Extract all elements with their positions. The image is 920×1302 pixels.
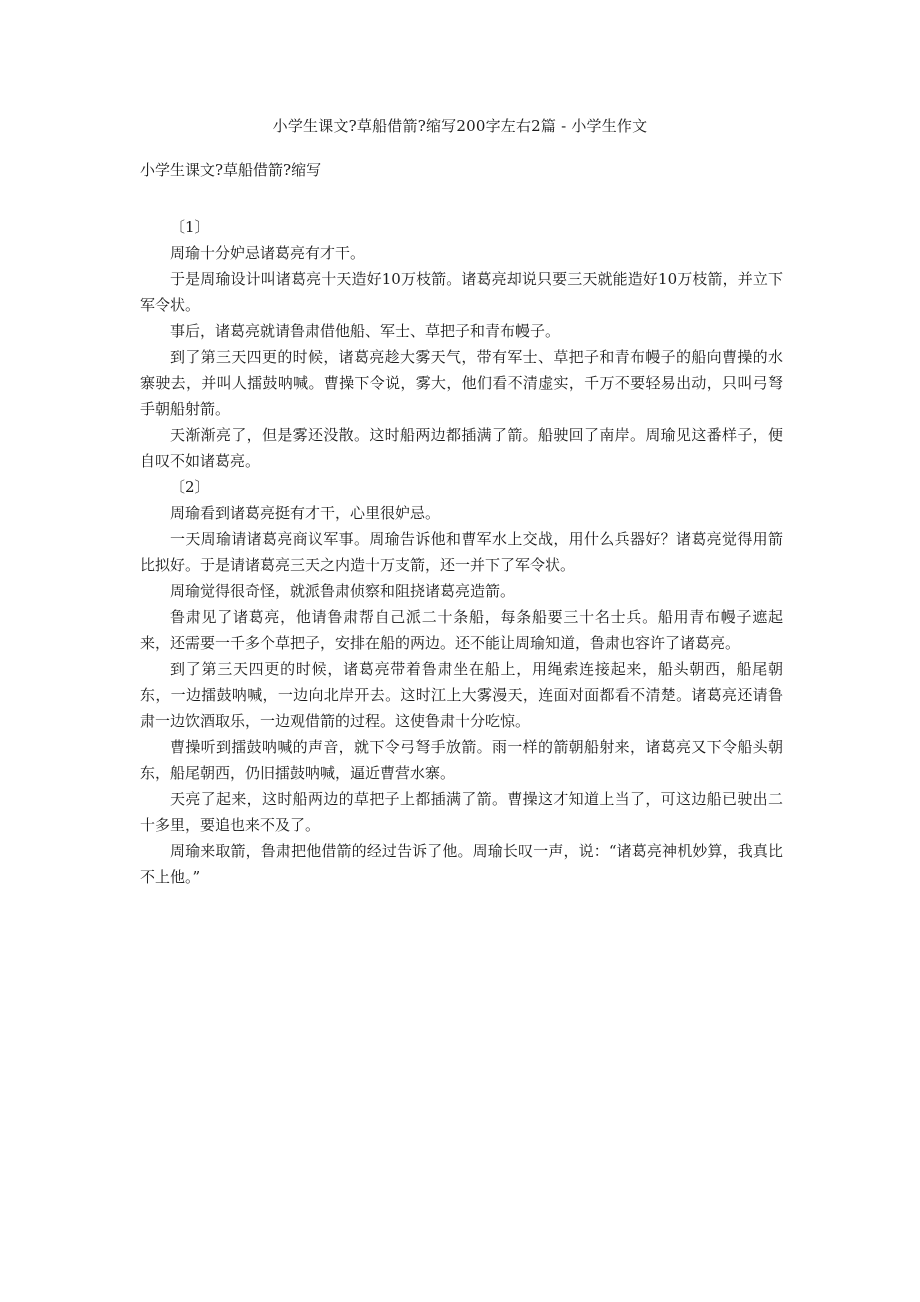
- paragraph: 周瑜看到诸葛亮挺有才干，心里很妒忌。: [170, 504, 441, 522]
- document-title: 小学生课文?草船借箭?缩写200字左右2篇 - 小学生作文: [272, 117, 648, 135]
- section-marker-1: 〔1〕: [170, 218, 210, 236]
- paragraph: 于是周瑜设计叫诸葛亮十天造好10万枝箭。诸葛亮却说只要三天就能造好10万枝箭，并立下军令状。: [140, 270, 783, 314]
- paragraph: 一天周瑜请诸葛亮商议军事。周瑜告诉他和曹军水上交战，用什么兵器好？诸葛亮觉得用箭比拟好。于是请诸葛亮三天之内造十万支箭，还一并下了军令状。: [140, 530, 783, 574]
- paragraph: 到了第三天四更的时候，诸葛亮带着鲁肃坐在船上，用绳索连接起来，船头朝西，船尾朝东，一边擂鼓呐喊，一边向北岸开去。这时江上大雾漫天，连面对面都看不清楚。诸葛亮还请鲁肃一边饮酒取乐，一边观借箭的过程。这使鲁肃十分吃惊。: [140, 660, 783, 730]
- section-marker-2: 〔2〕: [170, 478, 210, 496]
- paragraph: 天亮了起来，这时船两边的草把子上都插满了箭。曹操这才知道上当了，可这边船已驶出二十多里，要追也来不及了。: [140, 790, 783, 834]
- paragraph: 周瑜觉得很奇怪，就派鲁肃侦察和阻挠诸葛亮造箭。: [170, 582, 516, 600]
- document-body: [140, 214, 783, 890]
- paragraph: 周瑜十分妒忌诸葛亮有才干。: [170, 244, 366, 262]
- paragraph: 鲁肃见了诸葛亮，他请鲁肃帮自己派二十条船，每条船要三十名士兵。船用青布幔子遮起来，还需要一千多个草把子，安排在船的两边。还不能让周瑜知道，鲁肃也容许了诸葛亮。: [140, 608, 783, 652]
- paragraph: 到了第三天四更的时候，诸葛亮趁大雾天气，带有军士、草把子和青布幔子的船向曹操的水寨驶去，并叫人擂鼓呐喊。曹操下令说，雾大，他们看不清虚实，千万不要轻易出动，只叫弓弩手朝船射箭。: [140, 348, 783, 418]
- document-subtitle: 小学生课文?草船借箭?缩写: [140, 161, 322, 179]
- paragraph: 曹操听到擂鼓呐喊的声音，就下令弓弩手放箭。雨一样的箭朝船射来，诸葛亮又下令船头朝东，船尾朝西，仍旧擂鼓呐喊，逼近曹营水寨。: [140, 738, 783, 782]
- paragraph: 周瑜来取箭，鲁肃把他借箭的经过告诉了他。周瑜长叹一声，说：“诸葛亮神机妙算，我真比不上他。”: [140, 842, 783, 886]
- paragraph: 天渐渐亮了，但是雾还没散。这时船两边都插满了箭。船驶回了南岸。周瑜见这番样子，便自叹不如诸葛亮。: [140, 426, 783, 470]
- paragraph: 事后，诸葛亮就请鲁肃借他船、军士、草把子和青布幔子。: [170, 322, 561, 340]
